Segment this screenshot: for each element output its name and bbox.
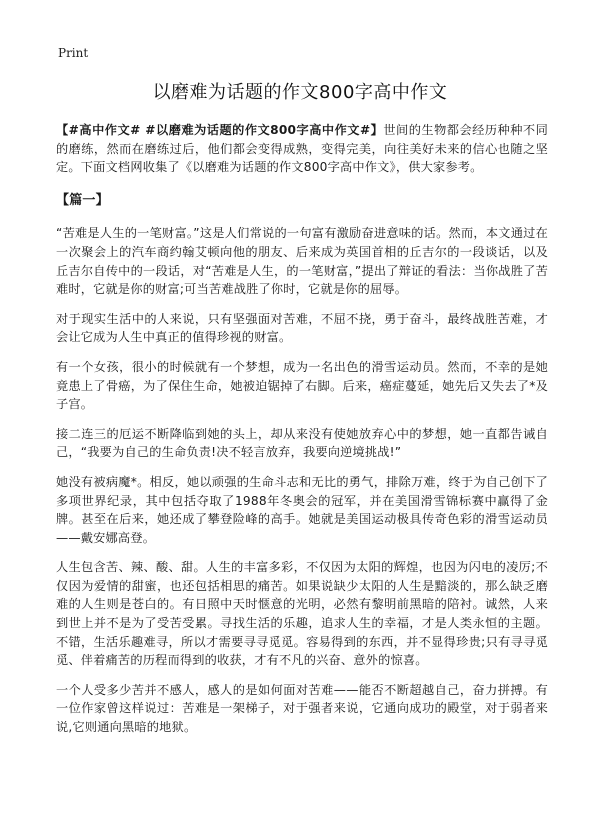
article-body [56, 121, 548, 748]
print-link[interactable]: Print [58, 46, 89, 60]
body-paragraph: 人生包含苦、辣、酸、甜。人生的丰富多彩，不仅因为太阳的辉煌，也因为闪电的凌厉;不仅因为爱情的甜蜜，也还包括相思的痛苦。如果说缺少太阳的人生是黯淡的，那么缺乏磨难的人生则是苍白的。有日照中天时惬意的光明，必然有黎明前黑暗的陪衬。诚然，人来到世上并不是为了受苦受累。寻找生活的乐趣，追求人生的幸福，才是人类永恒的主题。不错，生活乐趣难寻，所以才需要寻寻觅觅。容易得到的东西，并不显得珍贵;只有寻寻觅觅、伴着痛苦的历程而得到的收获，才有不凡的兴奋、意外的惊喜。 [56, 560, 548, 668]
intro-tag: 【#高中作文# #以磨难为话题的作文800字高中作文#】 [56, 123, 384, 137]
body-paragraph: 对于现实生活中的人来说，只有坚强面对苦难，不屈不挠，勇于奋斗，最终战胜苦难，才会让它成为人生中真正的值得珍视的财富。 [56, 311, 548, 345]
intro-paragraph [56, 121, 548, 177]
body-paragraph: 她没有被病魔*。相反，她以顽强的生命斗志和无比的勇气，排除万难，终于为自己创下了多项世界纪录，其中包括夺取了1988年冬奥会的冠军，并在美国滑雪锦标赛中赢得了金牌。甚至在后来，她还成了攀登险峰的高手。她就是美国运动极具传奇色彩的滑雪运动员——戴安娜高登。 [56, 474, 548, 545]
intro-text: 世间的生物都会经历种种不同的磨练，然而在磨练过后，他们都会变得成熟，变得完美，向往美好未来的信心也随之坚定。下面文档网收集了《以磨难为话题的作文800字高中作文》，供大家参考。 [56, 123, 548, 175]
body-paragraph: 一个人受多少苦并不感人，感人的是如何面对苦难——能否不断超越自己，奋力拼搏。有一位作家曾这样说过：苦难是一架梯子，对于强者来说，它通向成功的殿堂，对于弱者来说,它则通向黑暗的地狱。 [56, 682, 548, 735]
section-heading: 【篇一】 [56, 192, 109, 208]
body-paragraph: “苦难是人生的一笔财富。”这是人们常说的一句富有激励奋进意味的话。然而，本文通过在一次聚会上的汽车商约翰艾顿向他的朋友、后来成为英国首相的丘吉尔的一段谈话，以及丘吉尔自传中的一段话，对“苦难是人生，的一笔财富，”提出了辩证的看法：当你战胜了苦难时，它就是你的财富;可当苦难战胜了你时，它就是你的屈辱。 [56, 226, 548, 297]
page-title: 以磨难为话题的作文800字高中作文 [152, 82, 448, 103]
body-paragraph: 有一个女孩，很小的时候就有一个梦想，成为一名出色的滑雪运动员。然而，不幸的是她竟患上了骨癌，为了保住生命，她被迫锯掉了右脚。后来，癌症蔓延，她先后又失去了*及子宫。 [56, 359, 548, 412]
body-paragraph: 接二连三的厄运不断降临到她的头上，却从来没有使她放弃心中的梦想，她一直都告诫自己，“我要为自己的生命负责!决不轻言放弃，我要向逆境挑战!” [56, 426, 548, 460]
